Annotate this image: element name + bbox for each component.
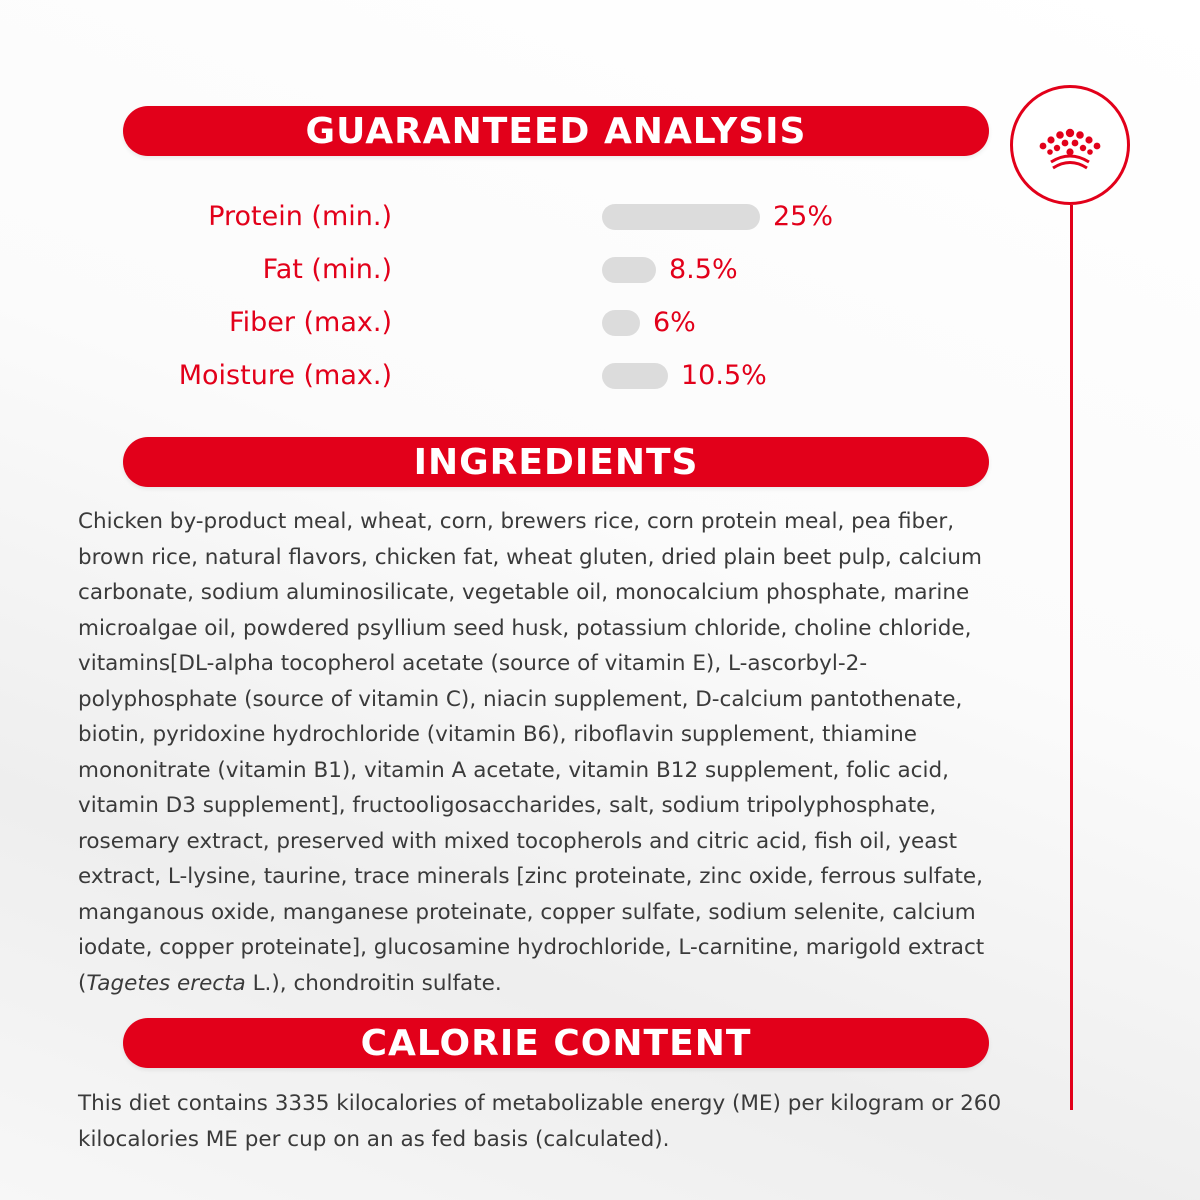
guaranteed-analysis-heading: GUARANTEED ANALYSIS (123, 106, 989, 156)
ga-row-fat (0, 250, 1000, 290)
ga-bar (602, 310, 640, 336)
ingredients-italic-name: Tagetes erecta (86, 970, 246, 996)
ga-label: Fiber (max.) (229, 307, 392, 338)
ingredients-text (78, 504, 1013, 1001)
ga-label: Protein (min.) (208, 201, 392, 232)
ga-bar (602, 204, 760, 230)
ingredients-text-part: L.), chondroitin sulfate. (245, 970, 502, 996)
ga-bar (602, 257, 656, 283)
ga-value: 25% (773, 201, 834, 232)
logo-badge (1010, 85, 1130, 205)
ga-label: Fat (min.) (262, 254, 392, 285)
ga-value: 10.5% (681, 360, 767, 391)
ga-bar (602, 363, 668, 389)
ingredients-text-part: Chicken by-product meal, wheat, corn, brewers rice, corn protein meal, pea fiber, brown rice, natural flavors, chicken fat, wheat gluten, dried plain beet pulp, calcium carbonate, sodium aluminosilicate, vegetable oil, monocalcium phosphate, marine microalgae oil, powdered psyllium seed husk, potassium chloride, choline chloride, vitamins[DL-alpha tocopherol acetate (source of vitamin E), L-ascorbyl-2-polyphosphate (source of vitamin C), niacin supplement, D-calcium pantothenate, biotin, pyridoxine hydrochloride (vitamin B6), riboflavin supplement, thiamine mononitrate (vitamin B1), vitamin A acetate, vitamin B12 supplement, folic acid, vitamin D3 supplement], fructooligosaccharides, salt, sodium tripolyphosphate, rosemary extract, preserved with mixed tocopherols and citric acid, fish oil, yeast extract, L-lysine, taurine, trace minerals [zinc proteinate, zinc oxide, ferrous sulfate, manganous oxide, manganese proteinate, copper sulfate, sodium selenite, calcium iodate, copper proteinate], glucosamine hydrochloride, L-carnitine, marigold extract ( (78, 509, 985, 996)
ga-label: Moisture (max.) (178, 360, 392, 391)
logo-line (1070, 205, 1073, 1110)
ga-row-fiber (0, 303, 1000, 343)
ga-value: 8.5% (669, 254, 738, 285)
crown-icon (1013, 88, 1127, 202)
calorie-content-text: This diet contains 3335 kilocalories of metabolizable energy (ME) per kilogram or 260 kilocalories ME per cup on an as fed basis (calculated). (78, 1091, 1002, 1152)
ga-row-protein (0, 197, 1000, 237)
ga-value: 6% (653, 307, 696, 338)
ga-row-moisture (0, 356, 1000, 396)
ingredients-heading: INGREDIENTS (123, 437, 989, 487)
calorie-content-heading: CALORIE CONTENT (123, 1018, 989, 1068)
